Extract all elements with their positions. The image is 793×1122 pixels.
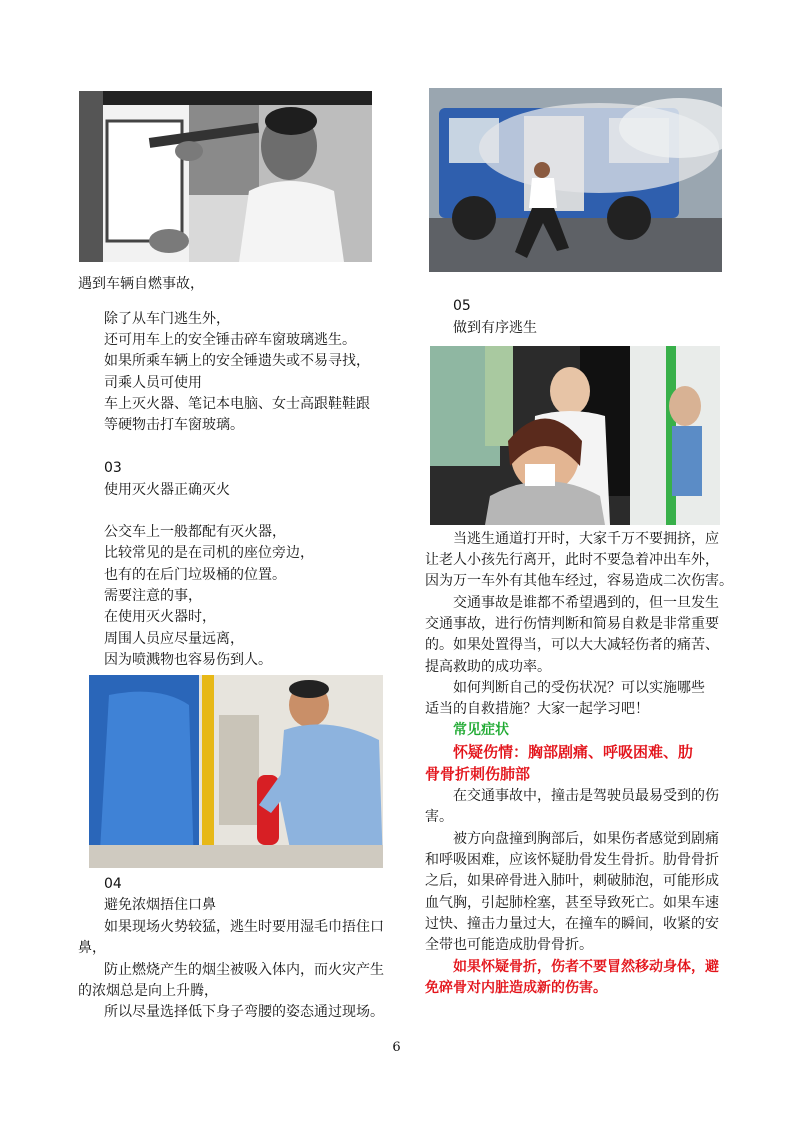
section-number-04: 04 (104, 876, 122, 892)
section-title-03: 使用灭火器正确灭火 (104, 482, 230, 498)
page-number: 6 (392, 1040, 401, 1055)
paragraph-line: 等硬物击打车窗玻璃。 (104, 417, 244, 433)
section-title-05: 做到有序逃生 (453, 320, 537, 336)
section-number-05: 05 (453, 298, 471, 314)
paragraph-line: 血气胸，引起肺栓塞，甚至导致死亡。如果车速 (425, 895, 719, 911)
paragraph-line: 之后，如果碎骨进入肺叶，刺破肺泡，可能形成 (425, 873, 719, 889)
paragraph-line: 交通事故，进行伤情判断和简易自救是非常重要 (425, 616, 719, 632)
paragraph-line: 如果所乘车辆上的安全锤遗失或不易寻找， (104, 353, 370, 369)
paragraph-line: 被方向盘撞到胸部后，如果伤者感觉到剧痛 (453, 831, 719, 847)
suspected-injury-heading: 怀疑伤情：胸部剧痛、呼吸困难、肋 (453, 743, 694, 761)
paragraph-line: 因为万一车外有其他车经过，容易造成二次伤害。 (425, 573, 733, 589)
paragraph-line: 和呼吸困难，应该怀疑肋骨发生骨折。肋骨骨折 (425, 852, 719, 868)
paragraph-line: 司乘人员可使用 (104, 375, 202, 391)
paragraph-line: 因为喷溅物也容易伤到人。 (104, 652, 272, 668)
paragraph-line: 鼻， (78, 940, 106, 956)
section-title-04: 避免浓烟捂住口鼻 (104, 897, 216, 913)
suspected-injury-heading: 骨骨折刺伤肺部 (425, 765, 531, 783)
paragraph-line: 也有的在后门垃圾桶的位置。 (104, 567, 286, 583)
paragraph-line: 遇到车辆自燃事故， (78, 276, 204, 292)
paragraph-line: 在交通事故中，撞击是驾驶员最易受到的伤 (453, 788, 719, 804)
paragraph-line: 提高救助的成功率。 (425, 659, 551, 675)
paragraph-line: 周围人员应尽量远离， (104, 631, 244, 647)
paragraph-line: 车上灭火器、笔记本电脑、女士高跟鞋鞋跟 (104, 396, 370, 412)
paragraph-line: 需要注意的事， (104, 588, 202, 604)
fracture-warning: 免碎骨对内脏造成新的伤害。 (425, 980, 607, 996)
paragraph-line: 的。如果处置得当，可以大大减轻伤者的痛苦、 (425, 637, 719, 653)
fracture-warning: 如果怀疑骨折，伤者不要冒然移动身体，避 (453, 959, 719, 975)
paragraph-line: 全带也可能造成肋骨骨折。 (425, 937, 593, 953)
paragraph-line: 如何判断自己的受伤状况？可以实施哪些 (453, 680, 705, 696)
paragraph-line: 过快、撞击力量过大，在撞车的瞬间，收紧的安 (425, 916, 719, 932)
paragraph-line: 在使用灭火器时， (104, 609, 216, 625)
section-number-03: 03 (104, 460, 122, 476)
paragraph-line: 交通事故是谁都不希望遇到的，但一旦发生 (453, 595, 719, 611)
photo-escape-from-smoking-bus (429, 88, 722, 272)
paragraph-line: 所以尽量选择低下身子弯腰的姿态通过现场。 (104, 1004, 384, 1020)
photo-passengers-covering-mouths (430, 346, 720, 525)
common-symptoms-heading: 常见症状 (453, 722, 509, 738)
photo-driver-with-extinguisher (89, 675, 383, 868)
paragraph-line: 防止燃烧产生的烟尘被吸入体内，而火灾产生 (104, 962, 384, 978)
paragraph-line: 比较常见的是在司机的座位旁边， (104, 545, 314, 561)
paragraph-line: 的浓烟总是向上升腾， (78, 983, 218, 999)
paragraph-line: 如果现场火势较猛，逃生时要用湿毛巾捂住口 (104, 919, 384, 935)
paragraph-line: 让老人小孩先行离开，此时不要急着冲出车外， (425, 552, 719, 568)
paragraph-line: 当逃生通道打开时，大家千万不要拥挤，应 (453, 531, 719, 547)
paragraph-line: 除了从车门逃生外， (104, 311, 230, 327)
paragraph-line: 公交车上一般都配有灭火器， (104, 524, 286, 540)
photo-man-at-bus-window (79, 91, 372, 262)
paragraph-line: 适当的自救措施？大家一起学习吧！ (425, 701, 649, 717)
paragraph-line: 还可用车上的安全锤击碎车窗玻璃逃生。 (104, 332, 356, 348)
paragraph-line: 害。 (425, 809, 453, 825)
